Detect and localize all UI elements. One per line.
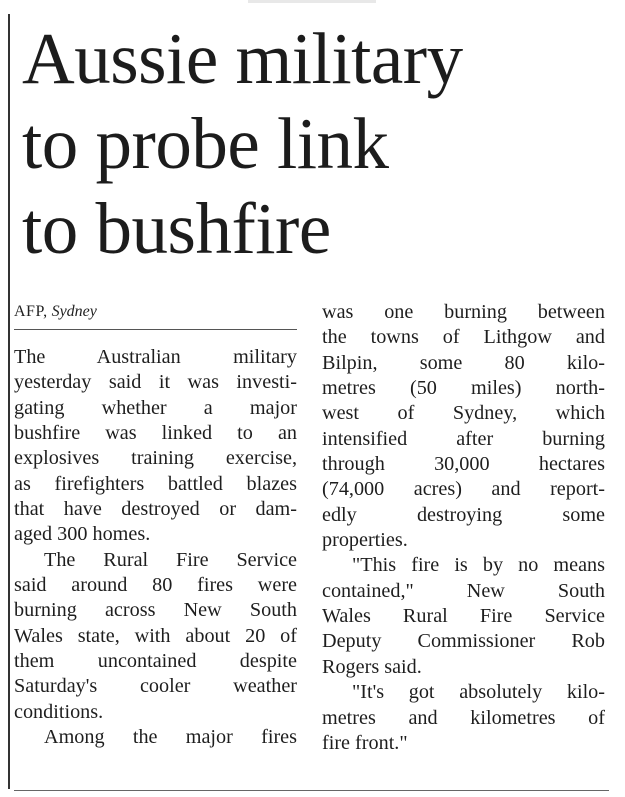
body-line: The Rural Fire Service <box>44 548 297 571</box>
body-line: through 30,000 hectares <box>322 453 605 476</box>
body-line: Saturday's cooler weather <box>14 675 297 698</box>
byline-location: Sydney <box>51 303 97 320</box>
body-line: conditions. <box>14 700 104 723</box>
body-column-1 <box>14 345 297 751</box>
body-line: Among the major fires <box>44 726 297 749</box>
body-line: fire front." <box>322 731 408 754</box>
body-line: Rogers said. <box>322 655 422 678</box>
body-line: was one burning between <box>322 301 605 323</box>
body-line: burning across New South <box>14 599 297 622</box>
body-line: Wales Rural Fire Service <box>322 605 605 628</box>
body-line: explosives training exercise, <box>14 447 297 470</box>
body-line: metres and kilometres of <box>322 706 605 729</box>
body-line: metres (50 miles) north- <box>322 377 605 400</box>
headline-line: to bushfire <box>22 188 331 269</box>
headline-line: Aussie military <box>22 18 463 99</box>
body-line: bushfire was linked to an <box>14 422 297 445</box>
body-line: edly destroying some <box>322 503 605 526</box>
body-line: (74,000 acres) and report- <box>322 478 605 501</box>
byline-agency: AFP, <box>14 303 48 320</box>
left-column-rule <box>8 14 10 789</box>
byline <box>14 303 97 321</box>
header-bar-fragment <box>248 0 376 3</box>
body-line: aged 300 homes. <box>14 523 151 546</box>
body-line: west of Sydney, which <box>322 402 605 425</box>
body-line: Wales state, with about 20 of <box>14 624 297 647</box>
byline-rule <box>14 329 297 330</box>
body-line: properties. <box>322 529 408 552</box>
body-line: that have destroyed or dam- <box>14 498 297 521</box>
body-line: Bilpin, some 80 kilo- <box>322 351 605 374</box>
body-line: yesterday said it was investi- <box>14 371 297 394</box>
headline-line: to probe link <box>22 103 389 184</box>
body-line: "This fire is by no means <box>352 554 605 577</box>
body-line: said around 80 fires were <box>14 574 297 597</box>
body-line: Deputy Commissioner Rob <box>322 630 605 653</box>
body-line: contained," New South <box>322 579 605 602</box>
body-line: as firefighters battled blazes <box>14 472 297 495</box>
body-line: intensified after burning <box>322 427 605 450</box>
body-line: gating whether a major <box>14 396 297 419</box>
body-line: "It's got absolutely kilo- <box>352 681 605 704</box>
body-line: The Australian military <box>14 346 297 368</box>
body-line: them uncontained despite <box>14 650 297 673</box>
headline <box>22 16 622 271</box>
bottom-rule <box>14 790 609 791</box>
body-line: the towns of Lithgow and <box>322 326 605 349</box>
body-column-2 <box>322 300 605 756</box>
